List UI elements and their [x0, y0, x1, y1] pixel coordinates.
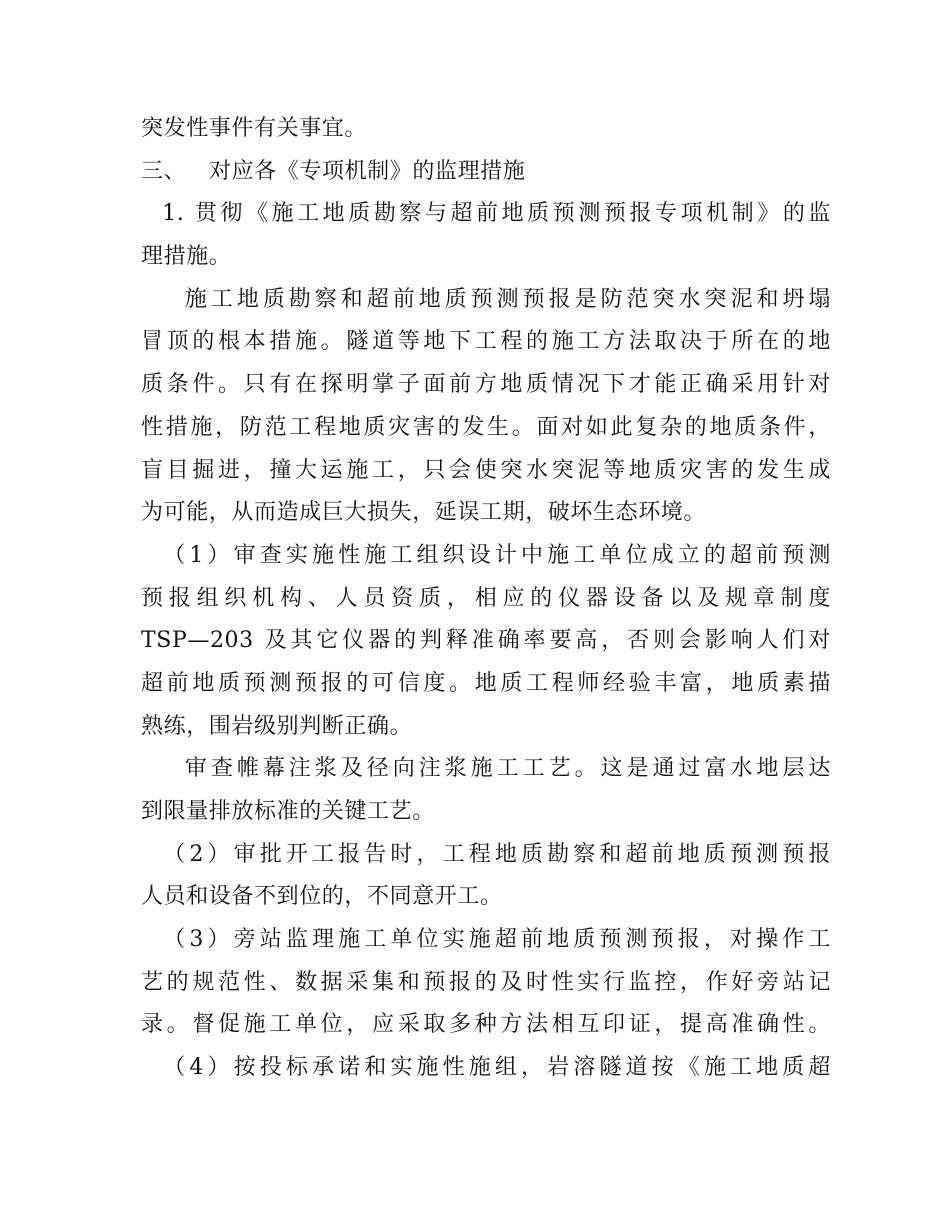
text-line-13: TSP—203 及其它仪器的判释准确率要高，否则会影响人们对	[141, 628, 831, 654]
text-line-11: （1）审查实施性施工组织设计中施工单位成立的超前预测	[141, 542, 831, 568]
text-line-7: 质条件。只有在探明掌子面前方地质情况下才能正确采用针对	[141, 372, 831, 398]
text-line-6: 冒顶的根本措施。隧道等地下工程的施工方法取决于所在的地	[141, 329, 831, 355]
text-line-14: 超前地质预测预报的可信度。地质工程师经验丰富，地质素描	[141, 670, 831, 696]
text-line-23: （4）按投标承诺和实施性施组，岩溶隧道按《施工地质超	[141, 1055, 831, 1081]
text-line-16: 审查帷幕注浆及径向注浆施工工艺。这是通过富水地层达	[141, 756, 831, 782]
text-line-20: （3）旁站监理施工单位实施超前地质预测预报，对操作工	[141, 927, 831, 953]
text-line-10: 为可能，从而造成巨大损失，延误工期，破坏生态环境。	[141, 500, 707, 526]
text-line-17: 到限量排放标准的关键工艺。	[141, 799, 435, 824]
text-line-18: （2）审批开工报告时，工程地质勘察和超前地质预测预报	[141, 841, 831, 867]
text-line-9: 盲目掘进，撞大运施工，只会使突水突泥等地质灾害的发生成	[141, 457, 831, 483]
text-line-15: 熟练，围岩级别判断正确。	[141, 713, 413, 739]
text-line-4: 理措施。	[141, 244, 232, 270]
body-text	[141, 108, 831, 1090]
text-line-1: 突发性事件有关事宜。	[141, 116, 368, 141]
text-line-19: 人员和设备不到位的，不同意开工。	[141, 884, 503, 910]
text-line-5: 施工地质勘察和超前地质预测预报是防范突水突泥和坍塌	[141, 286, 831, 312]
text-line-3: 1. 贯彻《施工地质勘察与超前地质预测预报专项机制》的监	[141, 201, 831, 227]
text-line-12: 预报组织机构、人员资质，相应的仪器设备以及规章制度	[141, 585, 831, 611]
text-line-22: 录。督促施工单位，应采取多种方法相互印证，提高准确性。	[141, 1012, 831, 1038]
text-line-21: 艺的规范性、数据采集和预报的及时性实行监控，作好旁站记	[141, 969, 831, 995]
section-heading: 三、 对应各《专项机制》的监理措施	[141, 158, 526, 184]
text-line-8: 性措施，防范工程地质灾害的发生。面对如此复杂的地质条件，	[141, 414, 831, 440]
